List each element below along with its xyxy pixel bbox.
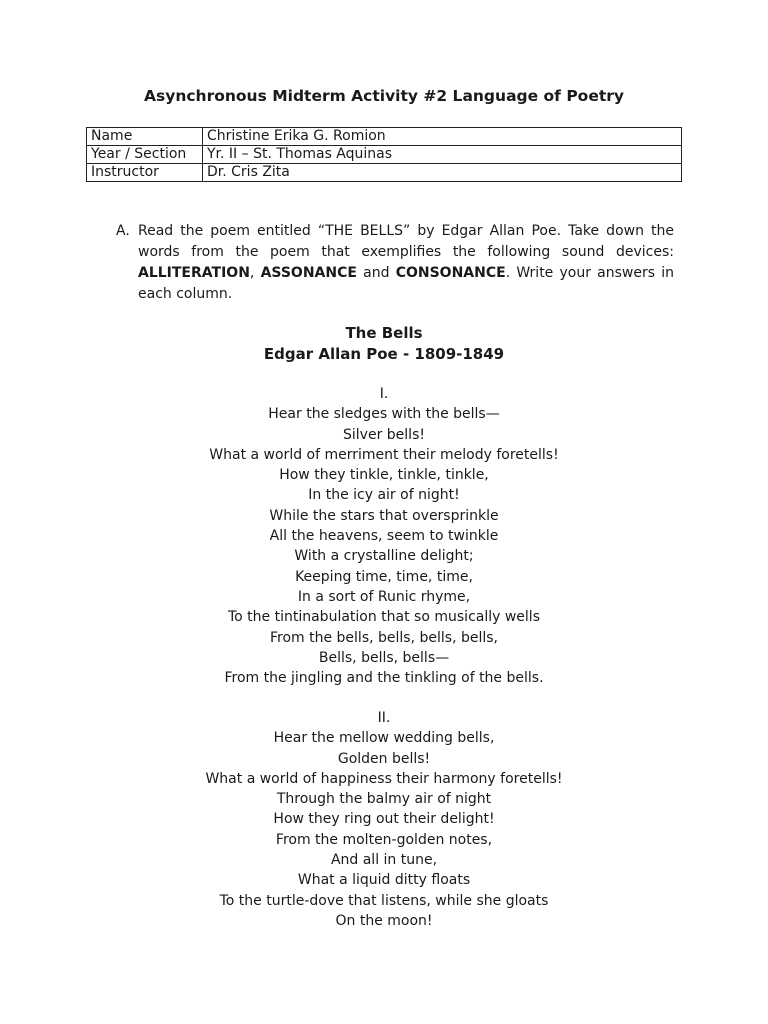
device-consonance: CONSONANCE bbox=[395, 265, 506, 281]
poem-line: From the bells, bells, bells, bells, bbox=[269, 629, 498, 646]
poem-line: While the stars that oversprinkle bbox=[269, 507, 499, 524]
poem-line: All the heavens, seem to twinkle bbox=[269, 528, 499, 545]
stanza-numeral: I. bbox=[379, 386, 389, 402]
poem-line: In a sort of Runic rhyme, bbox=[297, 588, 471, 605]
table-row bbox=[87, 146, 682, 164]
instruction-text: Read the poem entitled “THE BELLS” by Edgar Allan Poe. Take down the words from the poem that exemplifies the following sound devices: bbox=[138, 223, 674, 260]
poem-line: Keeping time, time, time, bbox=[295, 568, 473, 585]
instruction-separator: and bbox=[356, 265, 396, 281]
poem-line: Bells, bells, bells— bbox=[318, 649, 450, 666]
info-label: Name bbox=[87, 128, 203, 146]
instruction-text-end: . Write your answers in each column. bbox=[138, 265, 674, 302]
instruction-paragraph bbox=[116, 221, 674, 305]
poem-line: What a world of happiness their harmony foretells! bbox=[205, 770, 563, 787]
poem-line: Silver bells! bbox=[343, 426, 425, 443]
poem-line: What a world of merriment their melody foretells! bbox=[209, 446, 559, 463]
poem-line: Hear the mellow wedding bells, bbox=[273, 730, 495, 747]
poem-line: Golden bells! bbox=[337, 750, 431, 767]
poem-line: How they ring out their delight! bbox=[273, 811, 495, 828]
instruction-letter: A. bbox=[116, 223, 130, 239]
poem-line: Through the balmy air of night bbox=[276, 791, 492, 808]
poem-title: The Bells bbox=[345, 324, 423, 342]
poem-line: On the moon! bbox=[335, 912, 433, 929]
info-label: Instructor bbox=[87, 164, 203, 182]
poem-line: With a crystalline delight; bbox=[294, 548, 474, 565]
poem-line: Hear the sledges with the bells— bbox=[268, 406, 500, 423]
stanza-numeral: II. bbox=[377, 710, 391, 726]
poem-line: And all in tune, bbox=[330, 852, 438, 869]
stanza-2 bbox=[0, 708, 768, 931]
table-row bbox=[87, 128, 682, 146]
info-value: Yr. II – St. Thomas Aquinas bbox=[203, 146, 682, 164]
info-value: Christine Erika G. Romion bbox=[203, 128, 682, 146]
table-row bbox=[87, 164, 682, 182]
instruction-body bbox=[138, 221, 674, 305]
poem-author: Edgar Allan Poe - 1809-1849 bbox=[263, 345, 505, 363]
instruction-separator: , bbox=[249, 265, 261, 281]
poem-line: To the turtle-dove that listens, while she gloats bbox=[219, 892, 549, 909]
poem-line: From the molten-golden notes, bbox=[275, 831, 493, 848]
info-label: Year / Section bbox=[87, 146, 203, 164]
poem-line: How they tinkle, tinkle, tinkle, bbox=[279, 467, 489, 484]
info-value: Dr. Cris Zita bbox=[203, 164, 682, 182]
poem-line: In the icy air of night! bbox=[308, 487, 460, 504]
student-info-table bbox=[86, 127, 682, 182]
device-assonance: ASSONANCE bbox=[260, 265, 357, 281]
device-alliteration: ALLITERATION bbox=[138, 265, 250, 281]
poem-line: To the tintinabulation that so musically wells bbox=[227, 609, 540, 626]
poem-line: What a liquid ditty floats bbox=[297, 872, 471, 889]
poem-line: From the jingling and the tinkling of the bells. bbox=[224, 670, 544, 687]
document-title: Asynchronous Midterm Activity #2 Language of Poetry bbox=[144, 87, 624, 105]
stanza-1 bbox=[0, 384, 768, 688]
